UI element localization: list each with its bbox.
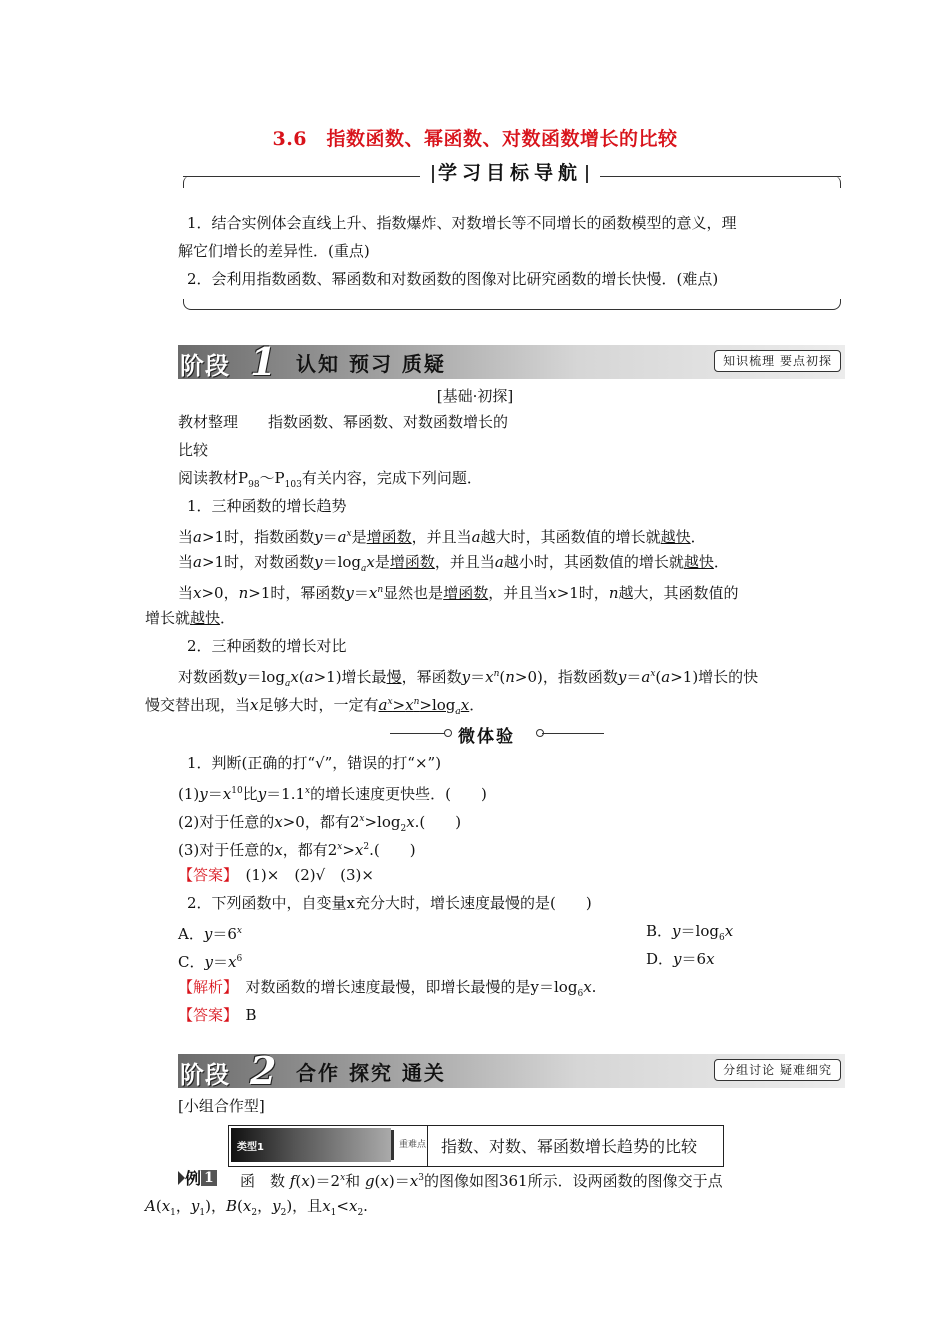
trend-exp: 当a>1时，指数函数$y=a^x$是增函数，并且当a越大时，其函数值的增长就越快． [178,528,706,546]
type-1-box: 类型1 重难点 指数、对数、幂函数增长趋势的比较 [228,1125,724,1167]
question-1-1: $(1)y=x^{10}$比$y=1.1^x$的增长速度更快些．( ) [178,785,487,803]
question-1: 1．判断(正确的打“√”，错误的打“×”) [187,754,442,772]
trend-log: 当a>1时，对数函数$y=\log_ax$是增函数，并且当a越小时，其函数值的增长就越快． [178,553,729,574]
trend-pow-cont: 增长就越快． [145,609,236,627]
material-heading: 教材整理 指数函数、幂函数、对数函数增长的 [178,413,509,431]
goals-heading: 学习目标导航 [420,158,600,185]
option-c: C．$y=x^6$ [178,953,243,971]
stage-1-tag: 知识梳理 要点初探 [714,350,841,372]
item-1: 1．三种函数的增长趋势 [187,497,347,515]
example-1-text: 函 数 $f(x)=2^x$和 $g(x)=x^3$的图像如图361所示．设两函数的图像交于点 [240,1172,723,1190]
section-1-bracket: [基础·初探] [436,387,514,405]
question-1-3: (3)对于任意的x，都有$2^x>x^2$.( ) [178,841,416,859]
example-1-text-cont: $A(x_1$，$y_1$)，$B(x_2$，$y_2$)，且$x_1<x_2$. [145,1197,368,1218]
item-2: 2．三种函数的增长对比 [187,637,347,655]
stage-2-banner: 阶段 2 合作 探究 通关 分组讨论 疑难细究 [178,1054,845,1088]
trend-pow: 当x>0，n>1时，幂函数$y=x^n$显然也是增函数，并且当x>1时，n越大，其函数值的 [178,584,739,602]
type-1-title: 指数、对数、幂函数增长趋势的比较 [441,1137,698,1156]
example-1-icon: 例 1 [178,1166,217,1189]
compare: 对数函数$y=\log_ax(a>1)$增长最慢，幂函数$y=x^n(n>0)$，指数函数$y=a^x(a>1)$增长的快 [178,668,759,689]
answer-1: 【答案】 (1)× (2)√ (3)× [178,866,374,884]
answer-2: 【答案】 B [178,1006,257,1024]
question-2: 2．下列函数中，自变量x充分大时，增长速度最慢的是( ) [187,894,592,912]
section-2-bracket: [小组合作型] [178,1097,265,1115]
goal-1: 1．结合实例体会直线上升、指数爆炸、对数增长等不同增长的函数模型的意义，理 [187,214,737,232]
read-instruction: 阅读教材$P_{98}\sim P_{103}$有关内容，完成下列问题． [178,469,482,490]
page-title: 3.6 指数函数、幂函数、对数函数增长的比较 [272,128,678,150]
stage-2-tag: 分组讨论 疑难细究 [714,1059,841,1081]
option-a: A．$y=6^x$ [178,925,242,943]
analysis-2: 【解析】 对数函数的增长速度最慢，即增长最慢的是$y=\log_6x$. [178,978,597,999]
micro-experience-heading: 微体验 [390,722,605,744]
compare-cont: 慢交替出现，当x足够大时，一定有$a^x>x^n>\log_ax$． [145,696,485,717]
option-b: B．$y=\log_6x$ [646,922,734,943]
goal-1-cont: 解它们增长的差异性．(重点) [178,242,370,260]
question-1-2: (2)对于任意的x>0，都有$2^x>\log_2x$.( ) [178,813,462,834]
option-d: D．y＝6x [646,950,715,968]
stage-1-banner: 阶段 1 认知 预习 质疑 知识梳理 要点初探 [178,345,845,379]
goal-2: 2．会利用指数函数、幂函数和对数函数的图像对比研究函数的增长快慢．(难点) [187,270,719,288]
material-heading-cont: 比较 [178,441,209,459]
